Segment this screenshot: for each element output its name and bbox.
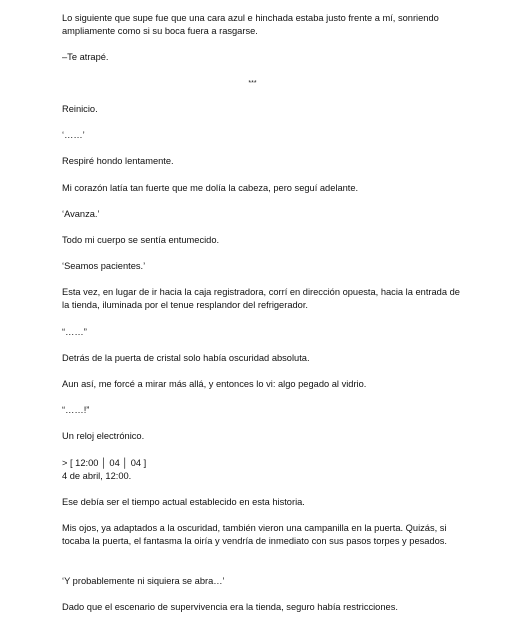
paragraph-corazon: Mi corazón latía tan fuerte que me dolía la cabeza, pero seguí adelante. — [62, 183, 359, 193]
section-separator: *** — [248, 80, 257, 87]
dialogue-ellipsis-2: “……” — [62, 327, 87, 337]
paragraph-respire: Respiré hondo lentamente. — [62, 156, 174, 166]
paragraph-campanilla: Mis ojos, ya adaptados a la oscuridad, también vieron una campanilla en la puerta. Quizás, si tocaba la puerta, el fantasma la oiría y vendría de inmediato con sus pasos torpes y pesados. — [62, 523, 448, 546]
paragraph-restricciones: Dado que el escenario de supervivencia era la tienda, seguro había restricciones. — [62, 602, 398, 612]
paragraph-entumecido: Todo mi cuerpo se sentía entumecido. — [62, 235, 220, 245]
dialogue-ellipsis: ‘……’ — [62, 130, 85, 140]
dialogue-te-atrape: –Te atrapé. — [62, 52, 109, 62]
paragraph-esta-vez: Esta vez, en lugar de ir hacia la caja registradora, corrí en dirección opuesta, hacia la entrada de la tienda, iluminada por el tenue resplandor del refrigerador. — [62, 287, 460, 310]
paragraph-reloj: Un reloj electrónico. — [62, 431, 145, 441]
clock-display-text: > [ 12:00 │ 04 │ 04 ] 4 de abril, 12:00. — [62, 458, 147, 481]
paragraph-mirar: Aun así, me forcé a mirar más allá, y entonces lo vi: algo pegado al vidrio. — [62, 379, 367, 389]
paragraph-blue-face: Lo siguiente que supe fue que una cara azul e hinchada estaba justo frente a mí, sonriendo ampliamente como si su boca fuera a rasgarse. — [62, 13, 439, 36]
paragraph-reinicio: Reinicio. — [62, 104, 98, 114]
paragraph-tiempo-actual: Ese debía ser el tiempo actual establecido en esta historia. — [62, 497, 305, 507]
thought-abra: ‘Y probablemente ni siquiera se abra…’ — [62, 576, 225, 586]
thought-pacientes: ‘Seamos pacientes.’ — [62, 261, 146, 271]
paragraph-puerta-cristal: Detrás de la puerta de cristal solo había oscuridad absoluta. — [62, 353, 310, 363]
thought-avanza: ‘Avanza.’ — [62, 209, 100, 219]
dialogue-exclamation: “……!” — [62, 405, 90, 415]
